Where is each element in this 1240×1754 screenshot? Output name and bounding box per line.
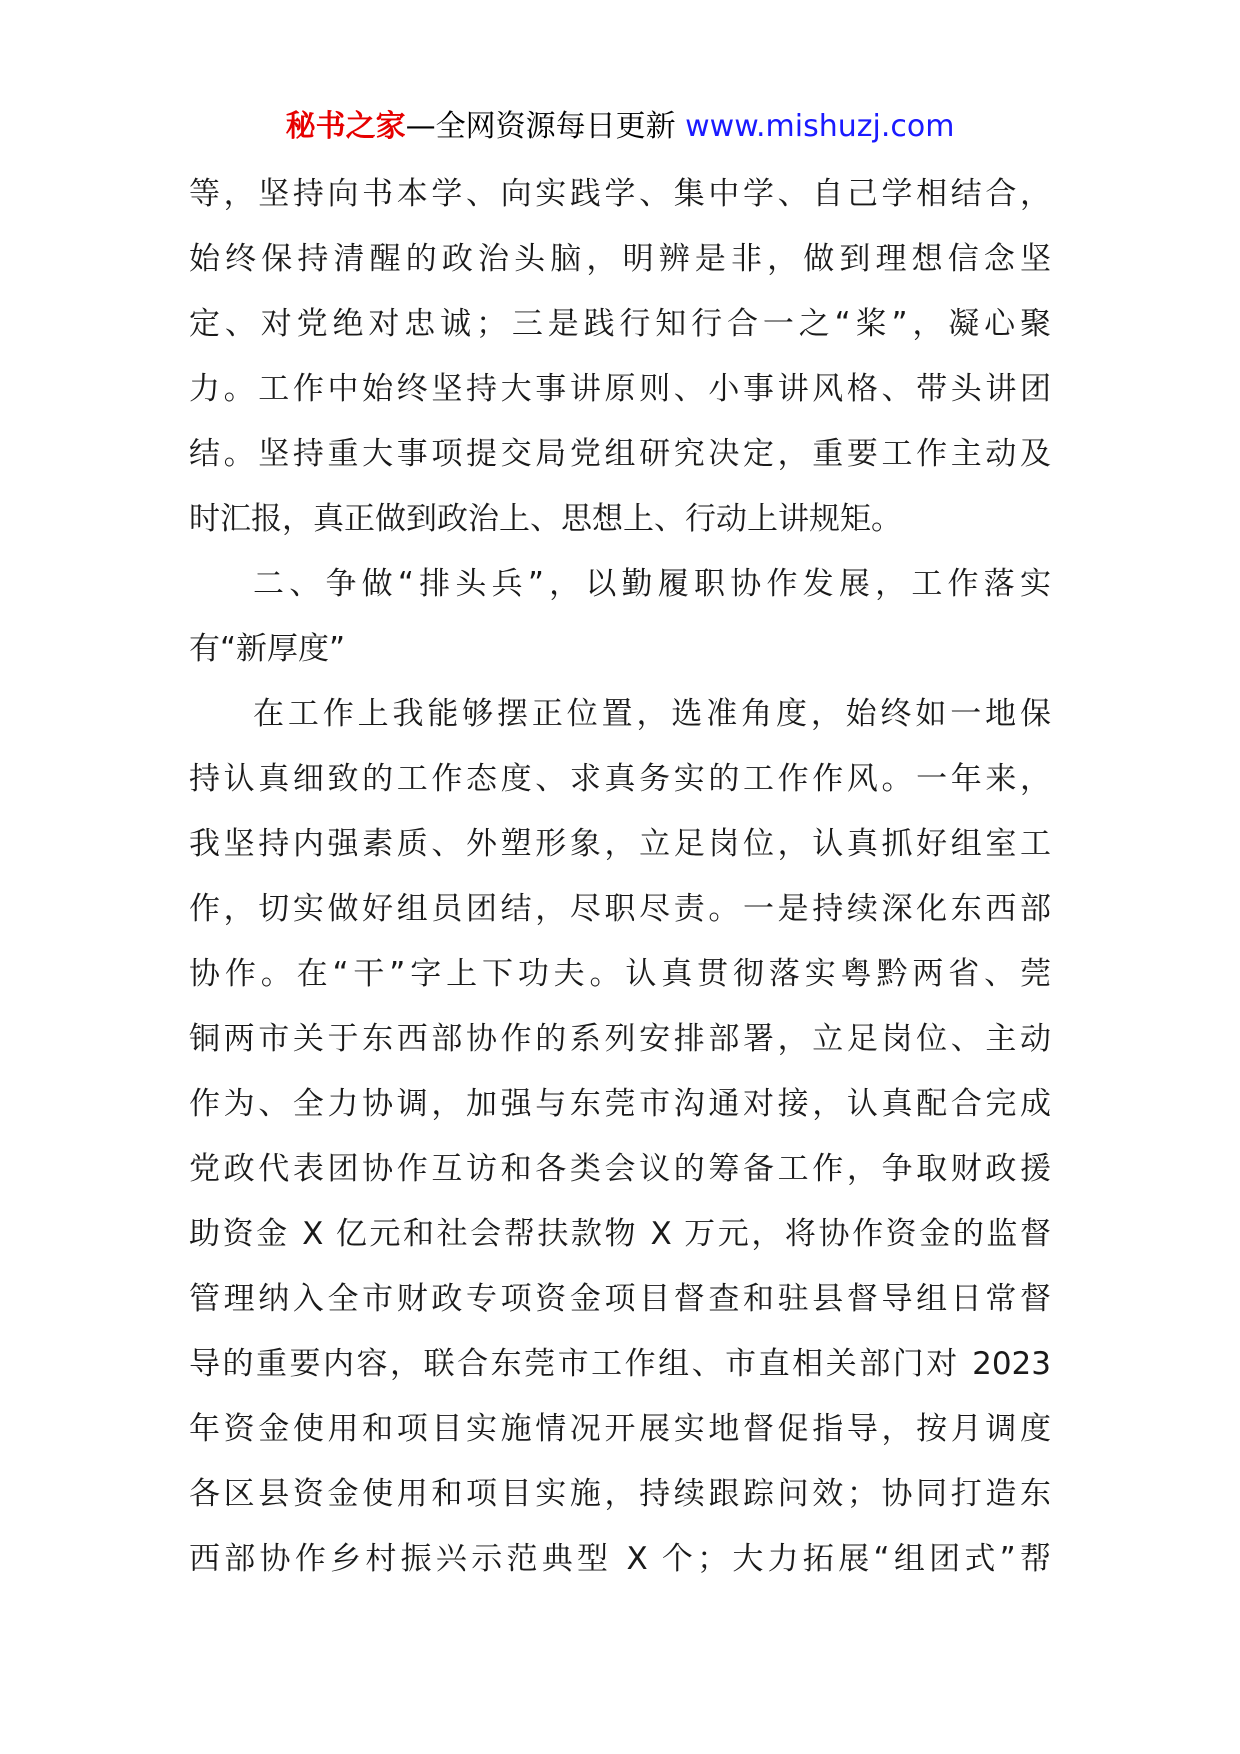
text-line: 定、对党绝对忠诚；三是践行知行合一之“桨”，凝心聚: [189, 306, 1051, 342]
text-line: 年资金使用和项目实施情况开展实地督促指导，按月调度: [189, 1411, 1051, 1447]
text-line: 作，切实做好组员团结，尽职尽责。一是持续深化东西部: [189, 891, 1051, 927]
paragraph-section-body: [189, 682, 1051, 1592]
document-body: [189, 162, 1051, 1592]
text-line: 结。坚持重大事项提交局党组研究决定，重要工作主动及: [189, 436, 1051, 472]
text-line: 导的重要内容，联合东莞市工作组、市直相关部门对 2023: [189, 1346, 1051, 1382]
site-header: [0, 102, 1240, 152]
header-tagline: —全网资源每日更新: [405, 109, 676, 144]
header-brand: 秘书之家: [285, 109, 406, 144]
paragraph-continued: [189, 162, 1051, 552]
heading-line: 有“新厚度”: [189, 631, 346, 667]
text-line: 等，坚持向书本学、向实践学、集中学、自己学相结合，: [189, 176, 1051, 212]
text-line: 西部协作乡村振兴示范典型 X 个；大力拓展“组团式”帮: [189, 1541, 1051, 1577]
text-line: 时汇报，真正做到政治上、思想上、行动上讲规矩。: [189, 501, 902, 537]
header-url-link[interactable]: www.mishuzj.com: [685, 109, 955, 144]
heading-line: 二、争做“排头兵”，以勤履职协作发展，工作落实: [253, 566, 1051, 602]
text-line: 在工作上我能够摆正位置，选准角度，始终如一地保: [253, 696, 1051, 732]
text-line: 党政代表团协作互访和各类会议的筹备工作，争取财政援: [189, 1151, 1051, 1187]
text-line: 始终保持清醒的政治头脑，明辨是非，做到理想信念坚: [189, 241, 1051, 277]
text-line: 我坚持内强素质、外塑形象，立足岗位，认真抓好组室工: [189, 826, 1051, 862]
text-line: 管理纳入全市财政专项资金项目督查和驻县督导组日常督: [189, 1281, 1051, 1317]
text-line: 助资金 X 亿元和社会帮扶款物 X 万元，将协作资金的监督: [189, 1216, 1051, 1252]
text-line: 力。工作中始终坚持大事讲原则、小事讲风格、带头讲团: [189, 371, 1051, 407]
section-heading: [189, 552, 1051, 682]
text-line: 作为、全力协调，加强与东莞市沟通对接，认真配合完成: [189, 1086, 1051, 1122]
text-line: 协作。在“干”字上下功夫。认真贯彻落实粤黔两省、莞: [189, 956, 1051, 992]
text-line: 各区县资金使用和项目实施，持续跟踪问效；协同打造东: [189, 1476, 1051, 1512]
text-line: 铜两市关于东西部协作的系列安排部署，立足岗位、主动: [189, 1021, 1051, 1057]
text-line: 持认真细致的工作态度、求真务实的工作作风。一年来，: [189, 761, 1051, 797]
